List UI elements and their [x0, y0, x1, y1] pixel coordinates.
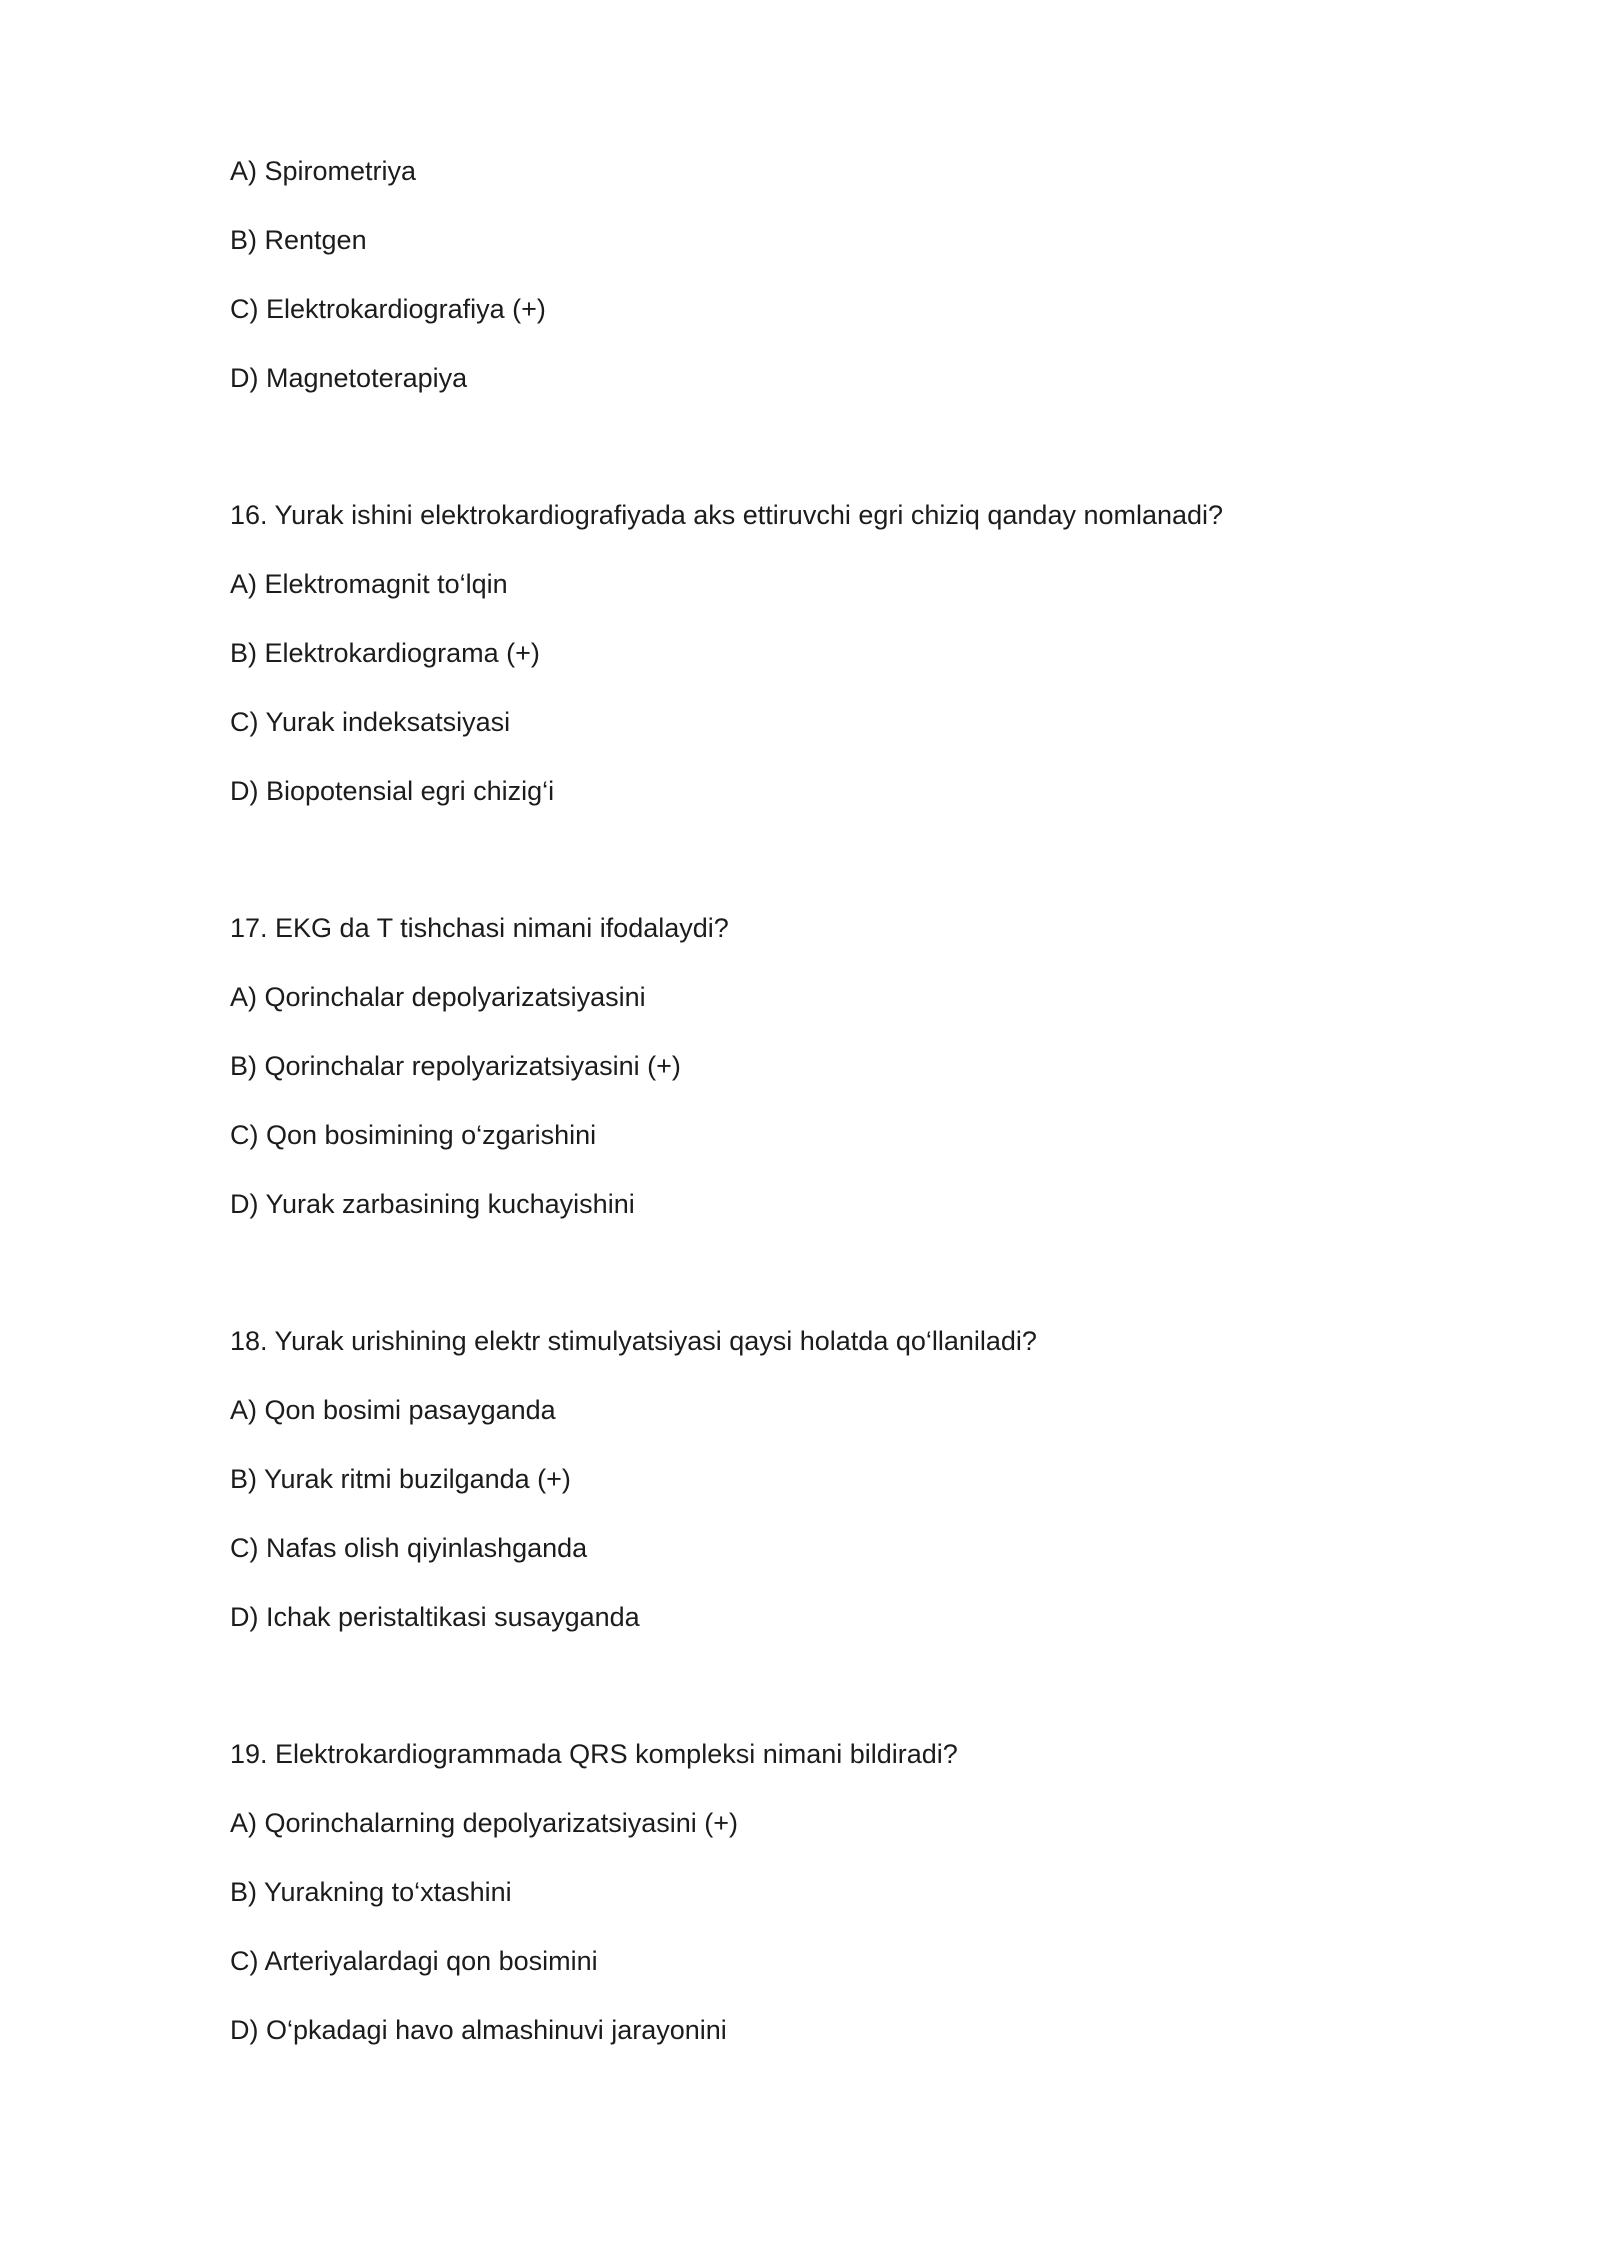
answer-option-d: D) Yurak zarbasining kuchayishini	[230, 1189, 635, 1219]
answer-option-c: C) Nafas olish qiyinlashganda	[230, 1533, 588, 1563]
question-16: 16. Yurak ishini elektrokardiografiyada aks ettiruvchi egri chiziq qanday nomlanadi?	[230, 500, 1224, 530]
answer-option-c: C) Yurak indeksatsiyasi	[230, 707, 511, 737]
question-18: 18. Yurak urishining elektr stimulyatsiyasi qaysi holatda qo‘llaniladi?	[230, 1326, 1037, 1356]
answer-option-a: A) Qon bosimi pasayganda	[230, 1395, 556, 1425]
answer-option-a: A) Elektromagnit to‘lqin	[230, 569, 508, 599]
answer-option-b: B) Rentgen	[230, 225, 367, 255]
answer-option-b: B) Elektrokardiograma (+)	[230, 638, 540, 668]
answer-option-b: B) Yurakning to‘xtashini	[230, 1877, 512, 1907]
question-19: 19. Elektrokardiogrammada QRS kompleksi nimani bildiradi?	[230, 1739, 958, 1769]
answer-option-b: B) Qorinchalar repolyarizatsiyasini (+)	[230, 1051, 681, 1081]
answer-option-d: D) O‘pkadagi havo almashinuvi jarayonini	[230, 2015, 727, 2045]
answer-option-c: C) Arteriyalardagi qon bosimini	[230, 1946, 598, 1976]
answer-option-d: D) Biopotensial egri chizig‘i	[230, 776, 555, 806]
answer-option-d: D) Magnetoterapiya	[230, 363, 468, 393]
answer-option-a: A) Qorinchalar depolyarizatsiyasini	[230, 982, 646, 1012]
answer-option-c: C) Elektrokardiografiya (+)	[230, 294, 546, 324]
answer-option-d: D) Ichak peristaltikasi susayganda	[230, 1602, 640, 1632]
answer-option-c: C) Qon bosimining o‘zgarishini	[230, 1120, 597, 1150]
answer-option-a: A) Spirometriya	[230, 156, 417, 186]
question-17: 17. EKG da T tishchasi nimani ifodalaydi?	[230, 913, 729, 943]
answer-option-b: B) Yurak ritmi buzilganda (+)	[230, 1464, 571, 1494]
answer-option-a: A) Qorinchalarning depolyarizatsiyasini (+)	[230, 1808, 738, 1838]
